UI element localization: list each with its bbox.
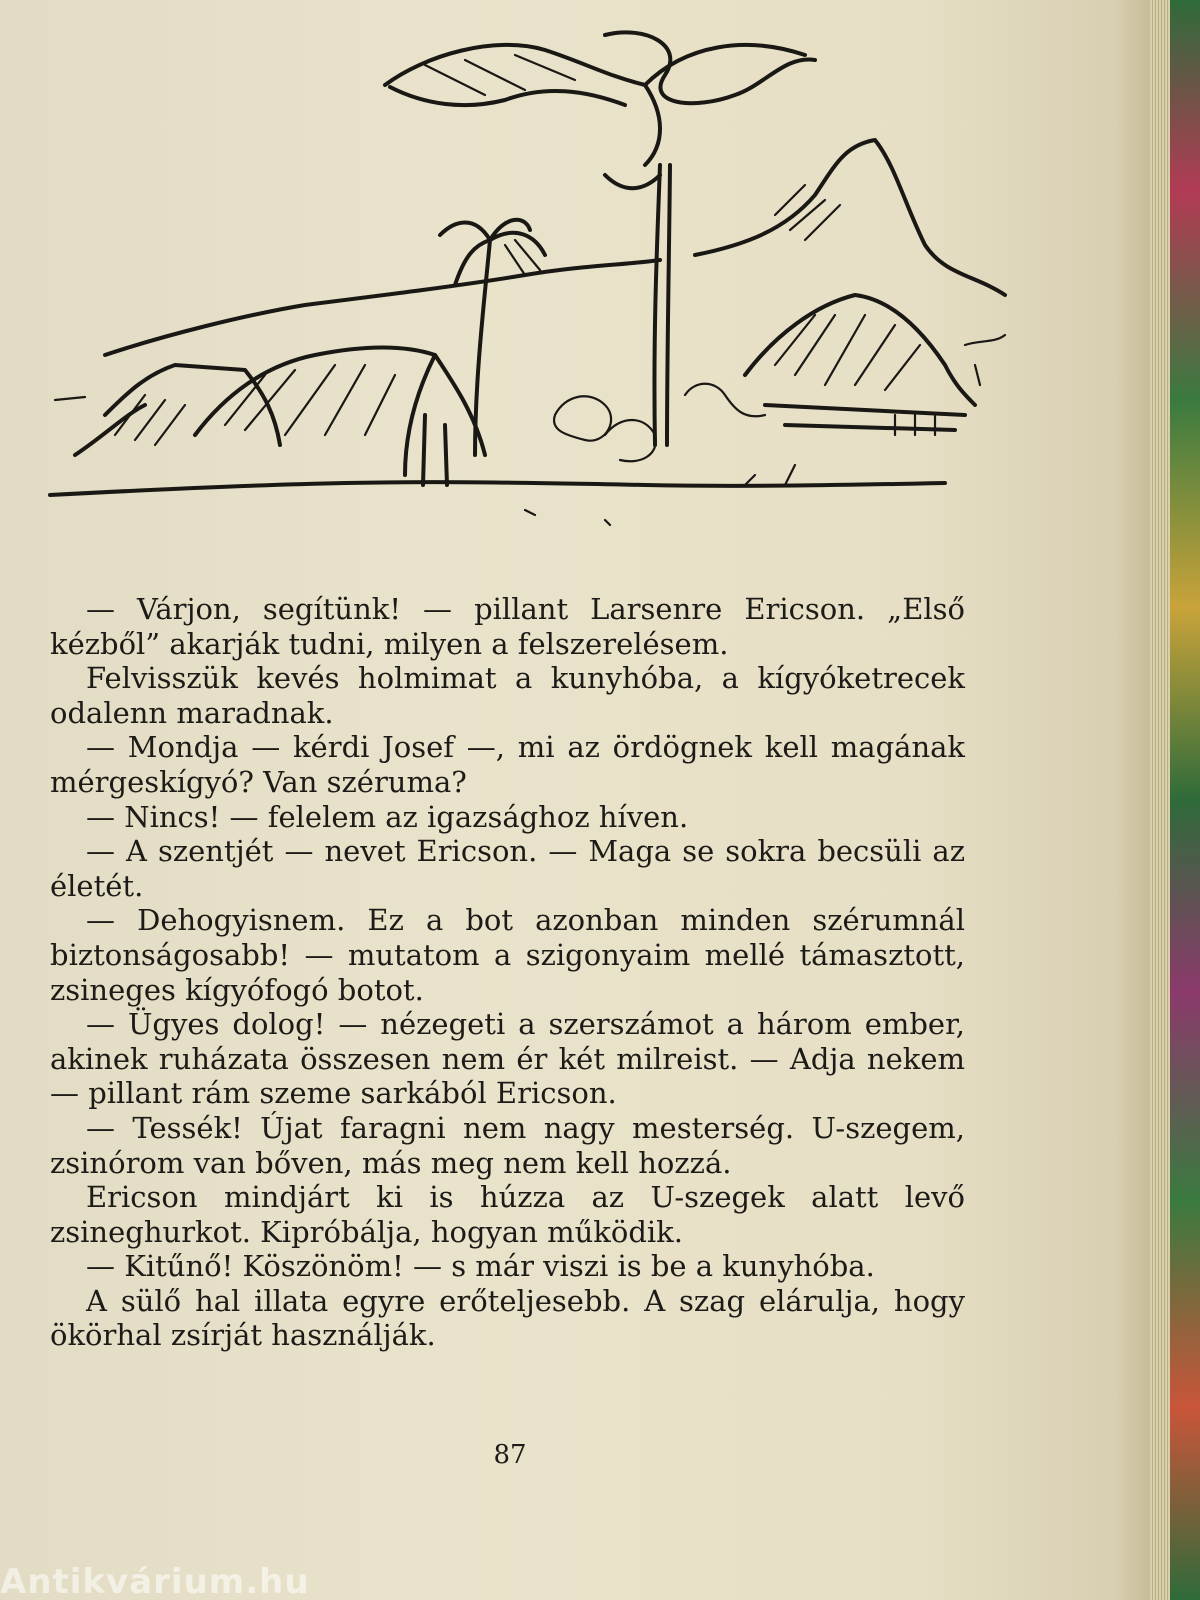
paragraph: Felvisszük kevés holmimat a kunyhóba, a kígyóketrecek odalenn maradnak.	[50, 661, 965, 730]
book-cover-edge	[1170, 0, 1200, 1600]
paragraph: — Ügyes dolog! — nézegeti a szerszámot a három ember, akinek ruházata összesen nem ér két milreist. — Adja nekem — pillant rám szeme sarkából Ericson.	[50, 1007, 965, 1111]
paragraph: — Dehogyisnem. Ez a bot azonban minden szérumnál biztonságosabb! — mutatom a szigonyaim mellé támasztott, zsineges kígyófogó botot.	[50, 903, 965, 1007]
ink-sketch	[45, 15, 1035, 535]
watermark: Antikvárium.hu	[0, 1562, 310, 1600]
paragraph: A sülő hal illata egyre erőteljesebb. A szag elárulja, hogy ökörhal zsírját használják.	[50, 1283, 965, 1353]
village-illustration	[45, 15, 1035, 535]
paragraph: — Nincs! — felelem az igazsághoz híven.	[86, 799, 689, 834]
paragraph: — Várjon, segítünk! — pillant Larsenre Ericson. „Első kézből” akarják tudni, milyen a felszerelésem.	[50, 592, 965, 661]
paragraph: — Mondja — kérdi Josef —, mi az ördögnek kell magának mérgeskígyó? Van széruma?	[50, 730, 965, 799]
paragraph: — Kitűnő! Köszönöm! — s már viszi is be a kunyhóba.	[86, 1249, 875, 1284]
paragraph: — A szentjét — nevet Ericson. — Maga se sokra becsüli az életét.	[50, 834, 965, 903]
paragraph: Ericson mindjárt ki is húzza az U-szegek alatt levő zsineghurkot. Kipróbálja, hogyan működik.	[50, 1180, 965, 1249]
paragraph: — Tessék! Újat faragni nem nagy mesterség. U-szegem, zsinórom van bőven, más meg nem kell hozzá.	[50, 1110, 965, 1180]
body-text	[50, 592, 965, 1353]
page-number: 87	[493, 1440, 527, 1470]
